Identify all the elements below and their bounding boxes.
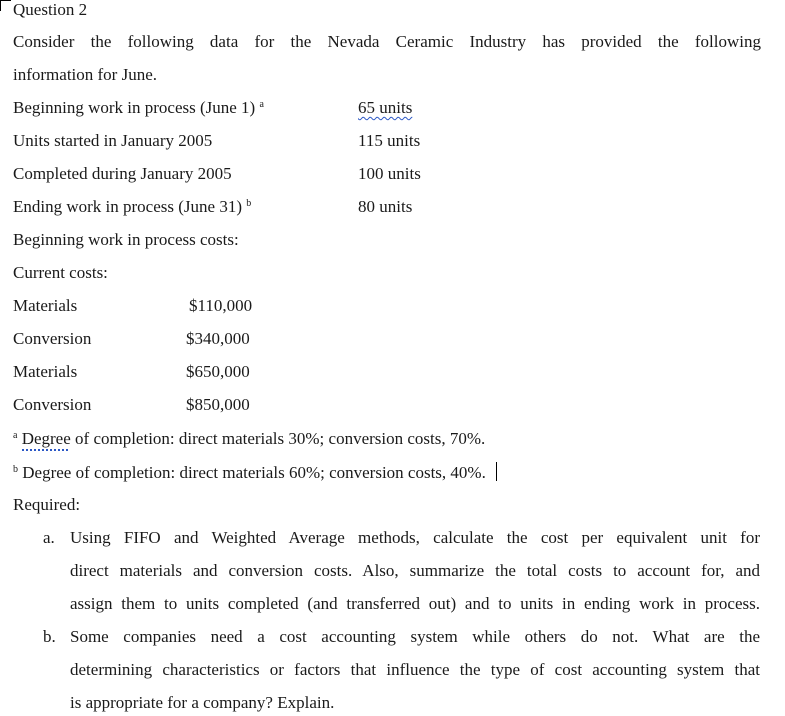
item-a-line-1: Using FIFO and Weighted Average methods, calculate the cost per equivalent unit for — [70, 528, 760, 547]
footnote-text: Degree of completion: direct materials 60%; conversion costs, 40%. — [22, 463, 486, 482]
question-title: Question 2 — [13, 0, 88, 19]
item-b-line-2: determining characteristics or factors that influence the type of cost accounting system that — [70, 660, 760, 679]
text-cursor — [496, 462, 497, 481]
item-b-line-3: is appropriate for a company? Explain. — [70, 693, 335, 712]
item-b-line-1: Some companies need a cost accounting system while others do not. What are the — [70, 627, 760, 646]
intro-line-1: Consider the following data for the Nevada Ceramic Industry has provided the following — [13, 32, 761, 51]
units-row-label: Units started in January 2005 — [13, 131, 213, 150]
units-label: Ending work in process (June 31) — [13, 197, 242, 216]
current-costs-label: Current costs: — [13, 263, 108, 282]
units-value: 115 units — [358, 131, 421, 150]
item-b-letter: b. — [43, 627, 56, 646]
cost-label: Materials — [13, 296, 78, 315]
footnote-mark: b — [246, 198, 252, 209]
spellcheck-squiggle — [289, 117, 361, 121]
units-row-label — [13, 98, 264, 118]
page-corner-mark — [0, 0, 11, 11]
footnote-mark: b — [13, 464, 18, 475]
footnote-b — [13, 462, 497, 483]
cost-value: $850,000 — [186, 395, 250, 414]
costs-heading: Beginning work in process costs: — [13, 230, 239, 249]
units-value: 100 units — [358, 164, 421, 183]
units-label: Beginning work in process (June 1) — [13, 98, 256, 117]
cost-value: $340,000 — [186, 329, 250, 348]
units-value: 80 units — [358, 197, 413, 216]
cost-label: Materials — [13, 362, 78, 381]
units-row-label: Completed during January 2005 — [13, 164, 232, 183]
cost-label: Conversion — [13, 395, 92, 414]
footnote-a — [13, 429, 485, 449]
cost-label: Conversion — [13, 329, 92, 348]
item-a-letter: a. — [43, 528, 55, 547]
required-label: Required: — [13, 495, 81, 514]
item-a-line-2: direct materials and conversion costs. Also, summarize the total costs to account for, and — [70, 561, 760, 580]
cost-value: $650,000 — [186, 362, 250, 381]
footnote-text: Degree of completion: direct materials 30%; conversion costs, 70%. — [21, 429, 486, 448]
units-row-label — [13, 197, 251, 217]
footnote-mark: a — [259, 99, 264, 110]
footnote-mark: a — [13, 430, 18, 441]
intro-line-2: information for June. — [13, 65, 157, 84]
units-value: 65 units — [358, 98, 413, 117]
spellcheck-squiggle — [22, 445, 68, 451]
cost-value: $110,000 — [189, 296, 253, 315]
item-a-line-3: assign them to units completed (and transferred out) and to units in ending work in process. — [70, 594, 760, 613]
